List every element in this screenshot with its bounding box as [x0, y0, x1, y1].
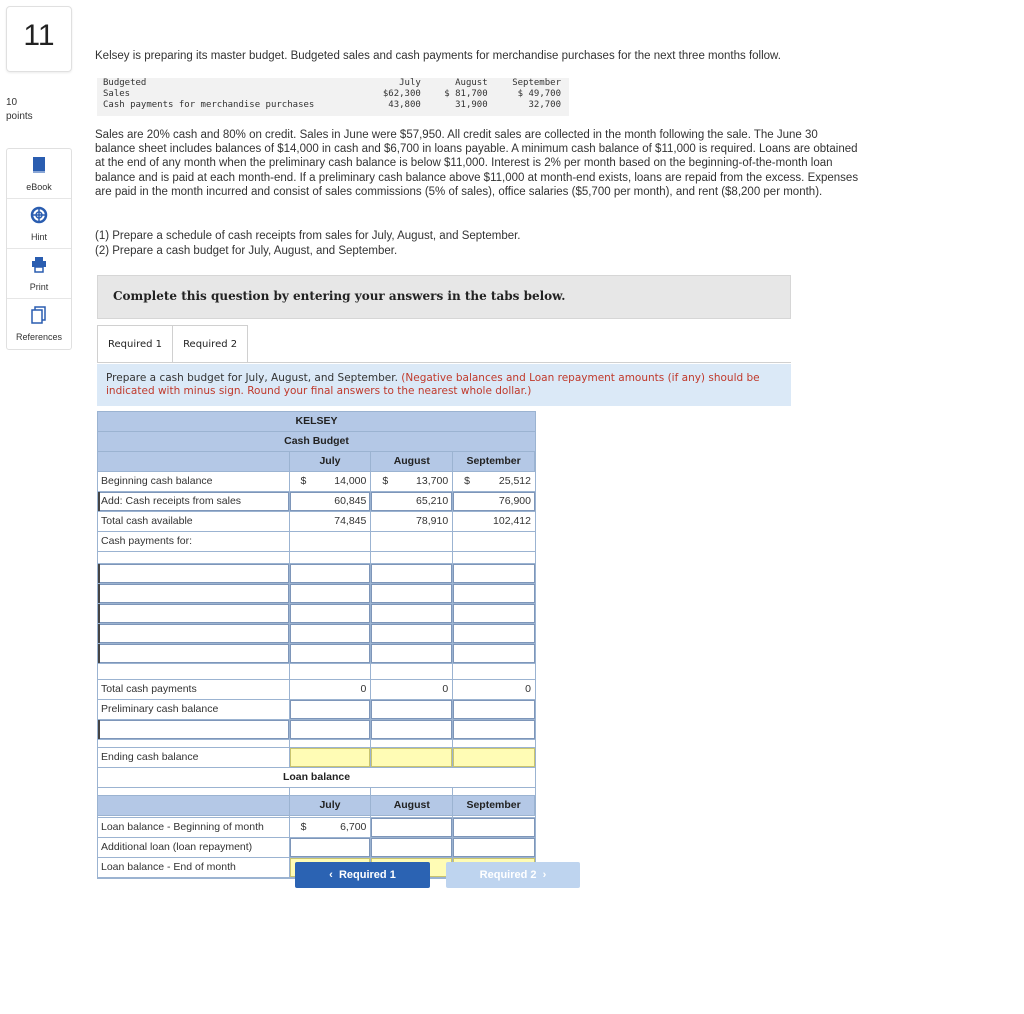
blank-cell — [371, 552, 453, 564]
instruction-text — [106, 372, 781, 398]
spacer-row — [98, 552, 535, 564]
currency-symbol: $ — [300, 821, 307, 833]
points-value: 10 — [6, 97, 18, 108]
table-row — [97, 100, 567, 111]
receipts-august-input[interactable]: 65,210 — [371, 492, 453, 512]
loan-month-july: July — [290, 796, 372, 816]
tab-bar — [97, 325, 248, 363]
loan-balance-title: Loan balance — [98, 768, 535, 788]
loan-end-label: Loan balance - End of month — [98, 858, 290, 878]
loan-beginning-august-input[interactable] — [371, 818, 453, 838]
available-july: 74,845 — [290, 512, 372, 532]
cash-budget-title: Cash Budget — [98, 432, 535, 452]
preliminary-september-input[interactable] — [453, 700, 535, 720]
spacer-row — [98, 740, 535, 748]
currency-symbol: $ — [300, 475, 307, 487]
ending-cash-row — [98, 748, 535, 768]
requirements — [95, 229, 521, 259]
points-info — [6, 96, 33, 124]
blank-cell — [453, 552, 535, 564]
blank-cell — [371, 740, 453, 748]
hint-button[interactable] — [7, 199, 71, 249]
payment-row — [98, 584, 535, 604]
payment-september-input[interactable] — [453, 624, 535, 644]
table-cell: 43,800 — [388, 100, 421, 110]
beginning-cash-label: Beginning cash balance — [98, 472, 290, 492]
blank-cell — [453, 740, 535, 748]
company-name: KELSEY — [98, 412, 535, 432]
question-number: 11 — [23, 19, 55, 52]
table-cell: 32,700 — [528, 100, 561, 110]
currency-symbol: $ — [464, 475, 471, 487]
preliminary-row — [98, 700, 535, 720]
total-payments-august: 0 — [371, 680, 453, 700]
beginning-cash-september[interactable] — [453, 472, 535, 492]
payment-july-input[interactable] — [290, 644, 372, 664]
blank-cell — [453, 788, 535, 796]
loan-month-september: September — [453, 796, 535, 816]
company-row — [98, 412, 535, 432]
payment-label-input[interactable] — [98, 584, 290, 604]
loan-beginning-july — [290, 818, 372, 838]
beginning-cash-row — [98, 472, 535, 492]
table-cell: July — [399, 78, 421, 88]
payment-row — [98, 624, 535, 644]
side-toolbar — [6, 148, 72, 350]
table-cell: Cash payments for merchandise purchases — [103, 100, 315, 110]
loan-additional-label: Additional loan (loan repayment) — [98, 838, 290, 858]
budget-data-table — [97, 78, 567, 111]
blank-cell — [453, 664, 535, 680]
table-cell: Sales — [103, 89, 131, 99]
prev-required-button[interactable] — [295, 862, 430, 888]
receipts-label-field[interactable]: Add: Cash receipts from sales — [98, 492, 290, 512]
table-cell: 31,900 — [455, 100, 488, 110]
ending-cash-label: Ending cash balance — [98, 748, 290, 768]
print-button[interactable] — [7, 249, 71, 299]
available-august: 78,910 — [371, 512, 453, 532]
tab-required-2[interactable]: Required 2 — [173, 325, 248, 363]
total-payments-label: Total cash payments — [98, 680, 290, 700]
blank-cell — [98, 664, 290, 680]
month-header-row — [98, 452, 535, 472]
points-label: points — [6, 111, 33, 122]
value: 6,700 — [340, 821, 367, 833]
payment-july-input[interactable] — [290, 624, 372, 644]
payment-august-input[interactable] — [371, 604, 453, 624]
loan-month-header-row — [98, 796, 535, 816]
preliminary-july-input[interactable] — [290, 700, 372, 720]
next-button-label: Required 2 — [479, 869, 537, 881]
blank-cell — [98, 740, 290, 748]
adjustment-july-input[interactable] — [290, 720, 372, 740]
loan-additional-september-input[interactable] — [453, 838, 535, 858]
table-cell: $ 81,700 — [444, 89, 488, 99]
adjustment-august-input[interactable] — [371, 720, 453, 740]
blank-cell — [290, 788, 372, 796]
loan-additional-row — [98, 838, 535, 858]
table-row — [97, 78, 567, 89]
preliminary-august-input[interactable] — [371, 700, 453, 720]
payment-row — [98, 604, 535, 624]
loan-beginning-row — [98, 818, 535, 838]
payment-row — [98, 564, 535, 584]
payment-august-input[interactable] — [371, 564, 453, 584]
payment-august-input[interactable] — [371, 584, 453, 604]
payment-label-input[interactable] — [98, 604, 290, 624]
tab-required-1[interactable]: Required 1 — [97, 325, 173, 363]
ending-cash-august — [371, 748, 453, 768]
references-button[interactable] — [7, 299, 71, 349]
payment-july-input[interactable] — [290, 584, 372, 604]
month-august: August — [371, 452, 453, 472]
blank-cell — [371, 788, 453, 796]
header-blank — [98, 796, 290, 816]
book-icon — [7, 156, 71, 174]
value: 25,512 — [498, 475, 531, 487]
receipts-row — [98, 492, 535, 512]
spacer-row — [98, 664, 535, 680]
table-cell: Budgeted — [103, 78, 147, 88]
table-cell: September — [512, 78, 561, 88]
adjustment-row — [98, 720, 535, 740]
chevron-left-icon: ‹ — [329, 869, 333, 881]
loan-beginning-label: Loan balance - Beginning of month — [98, 818, 290, 838]
references-label: References — [15, 332, 63, 342]
preliminary-label: Preliminary cash balance — [98, 700, 290, 720]
blank-cell — [371, 532, 453, 552]
ebook-button[interactable] — [7, 149, 71, 199]
blank-cell — [453, 532, 535, 552]
chevron-right-icon: › — [542, 869, 547, 881]
print-label: Print — [29, 282, 49, 292]
complete-banner — [97, 275, 791, 319]
receipts-september-input[interactable]: 76,900 — [453, 492, 535, 512]
next-required-button[interactable] — [446, 862, 580, 888]
complete-text: Complete this question by entering your answers in the tabs below. — [113, 289, 566, 303]
prev-button-label: Required 1 — [338, 869, 396, 881]
blank-cell — [290, 552, 372, 564]
loan-additional-july-input[interactable] — [290, 838, 372, 858]
available-september: 102,412 — [453, 512, 535, 532]
requirement-1: (1) Prepare a schedule of cash receipts from sales for July, August, and September. — [95, 230, 521, 242]
adjustment-label-input[interactable] — [98, 720, 290, 740]
ebook-label: eBook — [26, 182, 52, 192]
loan-month-august: August — [371, 796, 453, 816]
value: 14,000 — [334, 475, 367, 487]
table-cell: $ 49,700 — [517, 89, 561, 99]
payment-september-input[interactable] — [453, 604, 535, 624]
blank-cell — [290, 664, 372, 680]
references-icon — [7, 306, 71, 324]
loan-additional-august-input[interactable] — [371, 838, 453, 858]
cash-budget-grid — [97, 411, 536, 879]
payment-august-input[interactable] — [371, 624, 453, 644]
beginning-cash-august[interactable] — [371, 472, 453, 492]
requirement-2: (2) Prepare a cash budget for July, August, and September. — [95, 245, 398, 257]
payment-july-input[interactable] — [290, 604, 372, 624]
available-row — [98, 512, 535, 532]
loan-title-row — [98, 768, 535, 788]
receipts-july-input[interactable]: 60,845 — [290, 492, 372, 512]
total-payments-july: 0 — [290, 680, 372, 700]
payment-label-input[interactable] — [98, 564, 290, 584]
ending-cash-july — [290, 748, 372, 768]
instruction-note: (Negative balances and Loan repayment amounts (if any) should be indicated with minus sign. Round your final answers to the nearest whole dollar.) — [106, 372, 760, 397]
total-payments-row — [98, 680, 535, 700]
hint-icon — [7, 206, 71, 224]
loan-spacer-row — [98, 788, 535, 796]
blank-cell — [98, 552, 290, 564]
loan-beginning-september-input[interactable] — [453, 818, 535, 838]
hint-label: Hint — [30, 232, 47, 242]
payment-label-input[interactable] — [98, 644, 290, 664]
blank-cell — [290, 740, 372, 748]
intro-text: Kelsey is preparing its master budget. Budgeted sales and cash payments for merchandise purchases for the next three months follow. — [95, 50, 781, 62]
print-icon — [7, 256, 71, 274]
payments-label: Cash payments for: — [98, 532, 290, 552]
month-july: July — [290, 452, 372, 472]
payment-july-input[interactable] — [290, 564, 372, 584]
beginning-cash-july — [290, 472, 372, 492]
blank-cell — [290, 532, 372, 552]
instruction-main: Prepare a cash budget for July, August, and September. — [106, 372, 398, 384]
table-row — [97, 89, 567, 100]
blank-cell — [98, 788, 290, 796]
table-cell: August — [455, 78, 488, 88]
adjustment-september-input[interactable] — [453, 720, 535, 740]
header-blank — [98, 452, 290, 472]
tab-divider — [97, 362, 791, 363]
question-number-box — [6, 6, 72, 72]
payment-august-input[interactable] — [371, 644, 453, 664]
payment-row — [98, 644, 535, 664]
instruction-box — [97, 364, 791, 406]
month-september: September — [453, 452, 535, 472]
currency-symbol: $ — [382, 475, 389, 487]
ending-cash-september — [453, 748, 535, 768]
blank-cell — [371, 664, 453, 680]
available-label: Total cash available — [98, 512, 290, 532]
payment-september-input[interactable] — [453, 644, 535, 664]
payment-september-input[interactable] — [453, 584, 535, 604]
problem-paragraph: Sales are 20% cash and 80% on credit. Sales in June were $57,950. All credit sales are collected in the month following the sale. The June 30 balance sheet includes balances of $14,000 in cash and $6,700 in loans payable. A minimum cash balance of $11,000 is required. Loans are obtained at the end of any month when the preliminary cash balance is below $11,000. Interest is 2% per month based on the beginning-of-the-month loan balance and is paid at each month-end. If a preliminary cash balance above $11,000 at month-end exists, loans are repaid from the excess. Expenses are paid in the month incurred and consist of sales commissions (5% of sales), office salaries ($5,700 per month), and rent ($8,200 per month). — [95, 129, 859, 198]
total-payments-september: 0 — [453, 680, 535, 700]
payments-header-row — [98, 532, 535, 552]
title-row — [98, 432, 535, 452]
payment-september-input[interactable] — [453, 564, 535, 584]
payment-label-input[interactable] — [98, 624, 290, 644]
table-cell: $62,300 — [382, 89, 421, 99]
value: 13,700 — [416, 475, 449, 487]
